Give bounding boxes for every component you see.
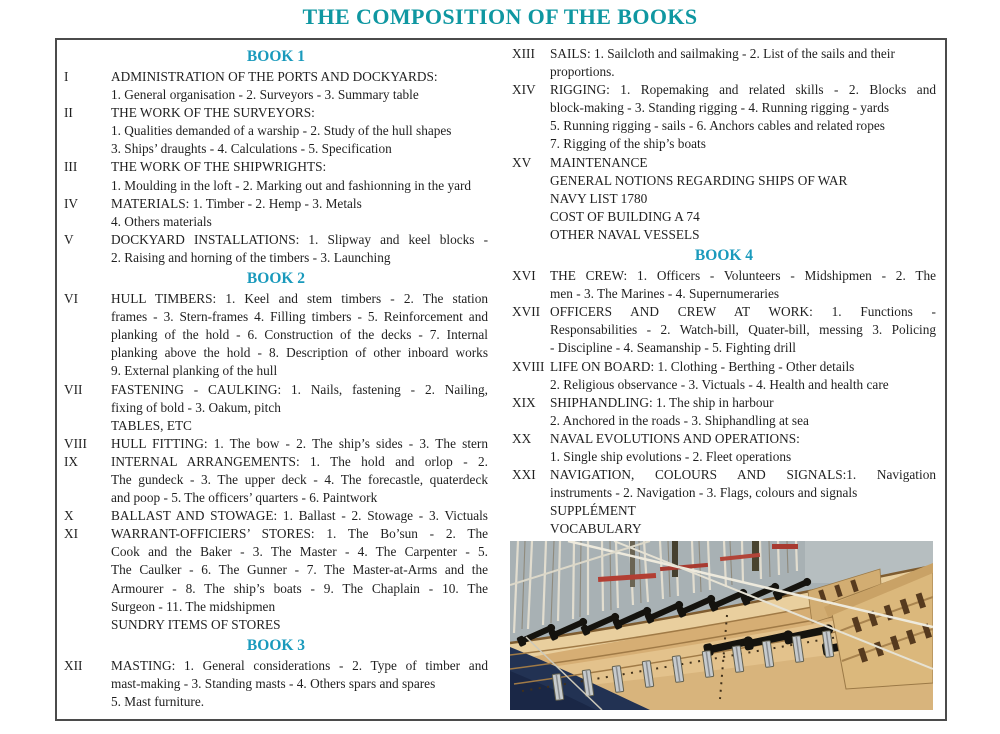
- toc-column-left: [64, 45, 488, 711]
- item-numeral: XVII: [512, 304, 541, 320]
- item-lines: [550, 303, 936, 357]
- item-lines: [111, 453, 488, 507]
- toc-line: and poop - 5. The officers’ quarters - 6. Paintwork: [111, 490, 378, 506]
- item-lines: [550, 430, 936, 466]
- toc-item-XI: [64, 525, 488, 634]
- toc-item-XVII: [512, 303, 936, 357]
- toc-item-XVI: [512, 267, 936, 303]
- toc-line: 5. Running rigging - sails - 6. Anchors cables and related ropes: [550, 118, 885, 134]
- toc-line: 2. Raising and horning of the timbers - 3. Launching: [111, 249, 391, 265]
- item-lines: [111, 507, 488, 525]
- item-numeral: VIII: [64, 435, 87, 451]
- item-numeral: IX: [64, 453, 79, 469]
- item-lines: [111, 381, 488, 435]
- toc-line: - Discipline - 4. Seamanship - 5. Fighting drill: [550, 340, 796, 356]
- toc-item-I: [64, 68, 488, 104]
- toc-line: MATERIALS: 1. Timber - 2. Hemp - 3. Metals: [111, 195, 362, 211]
- item-numeral: V: [64, 231, 74, 247]
- toc-line: OFFICERS AND CREW AT WORK: 1. Functions -: [550, 304, 936, 320]
- item-numeral: III: [64, 159, 78, 175]
- item-lines: [111, 104, 488, 158]
- toc-line: 3. Ships’ draughts - 4. Calculations - 5. Specification: [111, 141, 392, 157]
- toc-line: Armourer - 8. The ship’s boats - 9. The Chaplain - 10. The: [111, 580, 488, 596]
- toc-line: DOCKYARD INSTALLATIONS: 1. Slipway and keel blocks -: [111, 231, 488, 247]
- item-numeral: X: [64, 508, 74, 524]
- item-lines: [111, 290, 488, 380]
- toc-line: ADMINISTRATION OF THE PORTS AND DOCKYARDS:: [111, 69, 438, 84]
- item-lines: [550, 466, 936, 538]
- toc-line: planking of the hold - 6. Construction of the decks - 7. Internal: [111, 327, 488, 343]
- toc-line: TABLES, ETC: [111, 417, 192, 433]
- toc-item-XV: [512, 154, 936, 244]
- toc-item-XXI: [512, 466, 936, 538]
- item-numeral: XVI: [512, 268, 536, 284]
- toc-line: NAVY LIST 1780: [550, 190, 648, 206]
- toc-line: SUPPLÉMENT: [550, 503, 636, 519]
- toc-item-XIII: [512, 45, 936, 81]
- toc-item-VIII: [64, 435, 488, 453]
- toc-line: mast-making - 3. Standing masts - 4. Others spars and spares: [111, 675, 436, 691]
- toc-line: Cook and the Baker - 3. The Master - 4. The Carpenter - 5.: [111, 544, 488, 560]
- book-heading: BOOK 1: [246, 48, 306, 65]
- toc-line: RIGGING: 1. Ropemaking and related skills - 2. Blocks and: [550, 82, 936, 98]
- toc-line: MAINTENANCE: [550, 154, 648, 170]
- item-numeral: XXI: [512, 467, 536, 483]
- toc-line: 9. External planking of the hull: [111, 363, 278, 379]
- ship-model-illustration: [510, 541, 933, 710]
- toc-item-V: [64, 231, 488, 267]
- toc-line: SAILS: 1. Sailcloth and sailmaking - 2. List of the sails and their: [550, 46, 895, 61]
- toc-item-IX: [64, 453, 488, 507]
- toc-line: SHIPHANDLING: 1. The ship in harbour: [550, 394, 774, 410]
- toc-item-XVIII: [512, 358, 936, 394]
- toc-item-XIX: [512, 394, 936, 430]
- toc-line: Surgeon - 11. The midshipmen: [111, 598, 276, 614]
- toc-line: LIFE ON BOARD: 1. Clothing - Berthing - Other details: [550, 358, 855, 374]
- toc-line: 5. Mast furniture.: [111, 694, 205, 709]
- toc-line: 2. Religious observance - 3. Victuals - 4. Health and health care: [550, 376, 889, 392]
- toc-item-II: [64, 104, 488, 158]
- toc-line: 4. Others materials: [111, 213, 212, 229]
- toc-line: SUNDRY ITEMS OF STORES: [111, 616, 281, 632]
- item-lines: [550, 394, 936, 430]
- toc-line: GENERAL NOTIONS REGARDING SHIPS OF WAR: [550, 172, 848, 188]
- item-lines: [111, 68, 488, 104]
- toc-line: THE WORK OF THE SURVEYORS:: [111, 105, 315, 121]
- book-heading: BOOK 4: [694, 247, 754, 265]
- toc-line: men - 3. The Marines - 4. Supernumeraries: [550, 286, 780, 302]
- toc-line: HULL FITTING: 1. The bow - 2. The ship’s sides - 3. The stern: [111, 435, 488, 451]
- toc-line: fixing of bold - 3. Oakum, pitch: [111, 399, 281, 415]
- item-numeral: XV: [512, 154, 532, 170]
- item-lines: [550, 154, 936, 244]
- toc-line: 7. Rigging of the ship’s boats: [550, 136, 706, 152]
- item-lines: [111, 435, 488, 453]
- item-numeral: IV: [64, 195, 79, 211]
- page-title: THE COMPOSITION OF THE BOOKS: [302, 4, 698, 29]
- item-lines: [550, 358, 936, 394]
- toc-line: NAVAL EVOLUTIONS AND OPERATIONS:: [550, 430, 800, 446]
- toc-line: 1. General organisation - 2. Surveyors - 3. Summary table: [111, 87, 419, 103]
- toc-item-XX: [512, 430, 936, 466]
- toc-item-VII: [64, 381, 488, 435]
- toc-line: 2. Anchored in the roads - 3. Shiphandling at sea: [550, 412, 809, 428]
- item-lines: [111, 231, 488, 267]
- toc-item-XIV: [512, 81, 936, 153]
- toc-line: NAVIGATION, COLOURS AND SIGNALS:1. Navigation: [550, 467, 936, 483]
- toc-item-X: [64, 507, 488, 525]
- toc-line: The Caulker - 6. The Gunner - 7. The Master-at-Arms and the: [111, 562, 488, 578]
- toc-item-XII: [64, 657, 488, 711]
- toc-line: planking above the hold - 8. Description of other inboard works: [111, 345, 488, 361]
- item-numeral: XVIII: [512, 358, 545, 374]
- item-lines: [550, 267, 936, 303]
- toc-line: BALLAST AND STOWAGE: 1. Ballast - 2. Stowage - 3. Victuals: [111, 508, 488, 524]
- toc-line: block-making - 3. Standing rigging - 4. Running rigging - yards: [550, 100, 890, 116]
- book-heading: BOOK 2: [246, 270, 306, 288]
- toc-item-IV: [64, 195, 488, 231]
- toc-line: 1. Moulding in the loft - 2. Marking out and fashionning in the yard: [111, 177, 472, 193]
- toc-line: FASTENING - CAULKING: 1. Nails, fastening - 2. Nailing,: [111, 381, 488, 397]
- item-numeral: XIII: [512, 46, 535, 61]
- item-lines: [111, 158, 488, 194]
- toc-line: THE WORK OF THE SHIPWRIGHTS:: [111, 159, 327, 175]
- toc-line: INTERNAL ARRANGEMENTS: 1. The hold and orlop - 2.: [111, 453, 488, 469]
- toc-line: 1. Qualities demanded of a warship - 2. Study of the hull shapes: [111, 123, 452, 139]
- toc-line: proportions.: [550, 64, 615, 80]
- item-numeral: VI: [64, 291, 79, 307]
- item-numeral: XX: [512, 430, 532, 446]
- toc-item-VI: [64, 290, 488, 380]
- toc-line: VOCABULARY: [550, 521, 642, 537]
- toc-line: instruments - 2. Navigation - 3. Flags, colours and signals: [550, 485, 858, 501]
- toc-line: The gundeck - 3. The upper deck - 4. The forecastle, quaterdeck: [111, 471, 488, 487]
- toc-line: MASTING: 1. General considerations - 2. Type of timber and: [111, 657, 488, 673]
- toc-line: OTHER NAVAL VESSELS: [550, 226, 700, 242]
- toc-item-III: [64, 158, 488, 194]
- toc-line: COST OF BUILDING A 74: [550, 208, 700, 224]
- item-numeral: XIX: [512, 394, 536, 410]
- item-lines: [111, 525, 488, 634]
- item-lines: [550, 81, 936, 153]
- item-lines: [550, 45, 936, 81]
- item-numeral: XII: [64, 657, 83, 673]
- item-numeral: II: [64, 105, 73, 121]
- item-numeral: I: [64, 69, 69, 84]
- item-lines: [111, 195, 488, 231]
- toc-line: Responsabilities - 2. Watch-bill, Quater-bill, messing 3. Policing: [550, 322, 936, 338]
- toc-line: 1. Single ship evolutions - 2. Fleet operations: [550, 448, 792, 464]
- item-numeral: VII: [64, 381, 83, 397]
- toc-line: frames - 3. Stern-frames 4. Filling timbers - 5. Reinforcement and: [111, 309, 488, 325]
- item-numeral: XIV: [512, 82, 536, 98]
- item-lines: [111, 657, 488, 711]
- toc-line: THE CREW: 1. Officers - Volunteers - Midshipmen - 2. The: [550, 268, 936, 284]
- toc-line: HULL TIMBERS: 1. Keel and stem timbers - 2. The station: [111, 291, 488, 307]
- toc-line: WARRANT-OFFICIERS’ STORES: 1. The Bo’sun - 2. The: [111, 526, 488, 542]
- book-heading: BOOK 3: [246, 636, 306, 654]
- item-numeral: XI: [64, 526, 79, 542]
- ship-model-photo: [510, 541, 933, 710]
